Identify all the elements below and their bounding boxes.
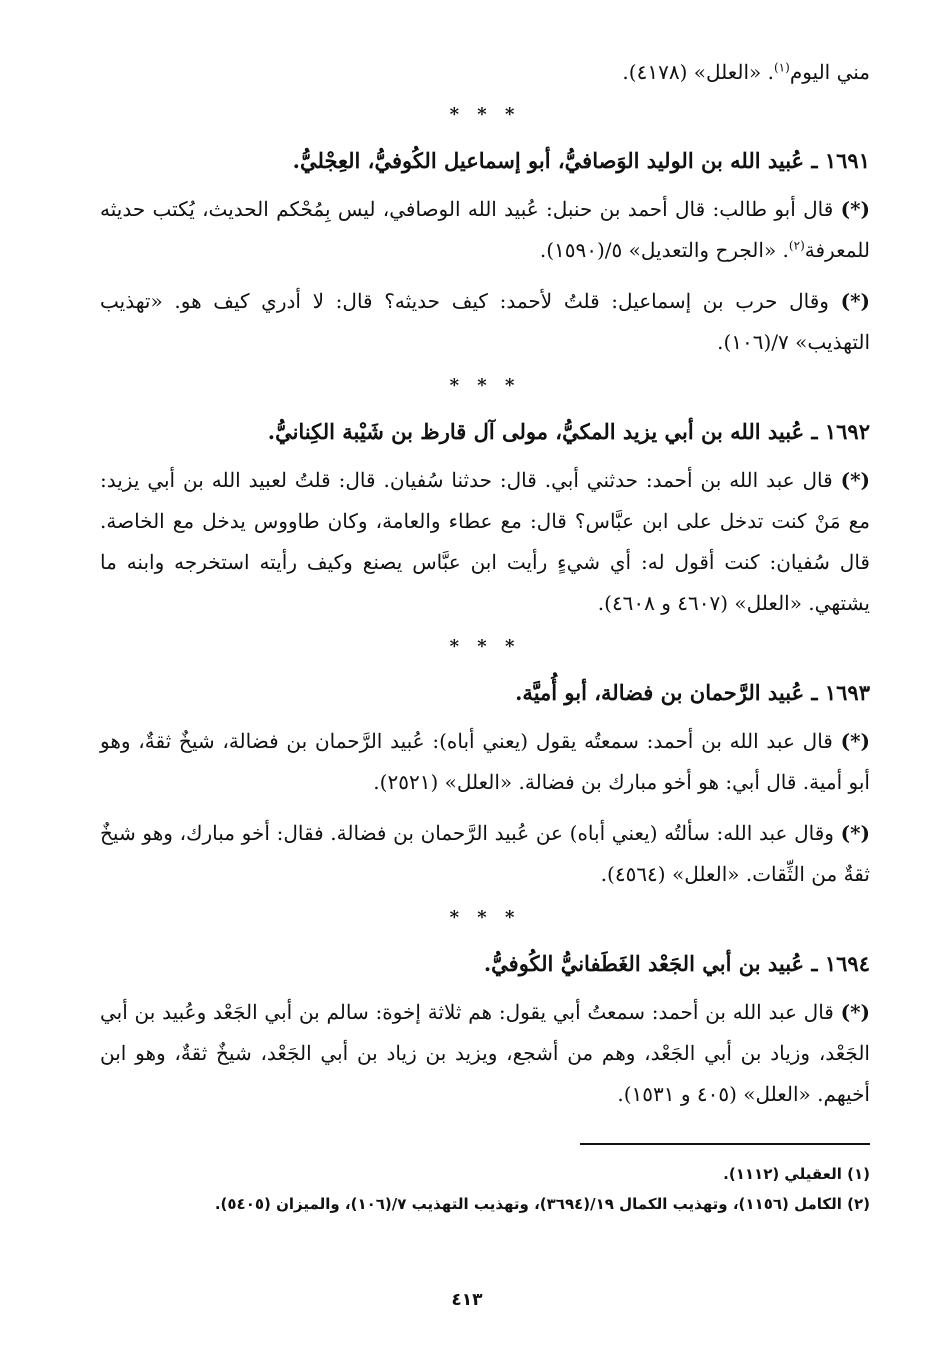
entry-paragraph (100, 460, 870, 624)
asterisk-mark: (*) (840, 1000, 870, 1024)
footnote-2: (٢) الكامل (١١٥٦)، وتهذيب الكمال ١٩/(٣٦٩٤)، وتهذيب التهذيب ٧/(١٠٦)، والميزان (٥٤٠٥). (214, 1195, 870, 1213)
section-separator: * * * (449, 907, 521, 928)
entry-1694 (100, 946, 870, 1115)
entry-paragraph (100, 721, 870, 803)
entry-paragraph (100, 813, 870, 895)
asterisk-mark: (*) (840, 289, 870, 313)
entry-title: ١٦٩٢ ـ عُبيد الله بن أبي يزيد المكيُّ، مولى آل قارظ بن شَيْبة الكِنانيُّ. (267, 419, 870, 444)
paragraph-text: وقال حرب بن إسماعيل: قلتُ لأحمد: كيف حديثه؟ قال: لا أدري كيف هو. «تهذيب التهذيب» ٧/(١٠٦). (100, 289, 870, 354)
entry-title: ١٦٩١ ـ عُبيد الله بن الوليد الوَصافيُّ، أبو إسماعيل الكُوفيُّ، العِجْليُّ. (292, 148, 870, 173)
paragraph-text: قال عبد الله بن أحمد: سمعتُ أبي يقول: هم ثلاثة إخوة: سالم بن أبي الجَعْد وعُبيد بن أبي الجَعْد، وزياد بن أبي الجَعْد، وهم من أشجع، ويزيد بن زياد بن أبي الجَعْد، شيخٌ ثقةٌ، وهو ابن أخيهم. «العلل» (٤٠٥ و ١٥٣١). (100, 1000, 870, 1106)
entry-title: ١٦٩٣ ـ عُبيد الرَّحمان بن فضالة، أبو أُميَّة. (515, 680, 870, 705)
entry-paragraph (100, 189, 870, 271)
continued-text-citation: . «العلل» (٤١٧٨). (622, 60, 774, 84)
entry-1691 (100, 143, 870, 363)
page-number: ٤١٣ (451, 1290, 483, 1310)
asterisk-mark: (*) (840, 821, 870, 845)
section-separator: * * * (449, 636, 521, 657)
footnote-ref[interactable]: (٢) (788, 238, 805, 253)
entry-title: ١٦٩٤ ـ عُبيد بن أبي الجَعْد الغَطَفانيُّ الكُوفيُّ. (483, 951, 870, 976)
paragraph-text: قال عبد الله بن أحمد: سمعتُه يقول (يعني أباه): عُبيد الرَّحمان بن فضالة، شيخٌ ثقةٌ، وهو أبو أمية. قال أبي: هو أخو مبارك بن فضالة. «العلل» (٢٥٢١). (100, 729, 870, 794)
footnote-divider (580, 1143, 870, 1145)
entry-1693 (100, 675, 870, 895)
section-separator: * * * (449, 375, 521, 396)
paragraph-text: قال أبو طالب: قال أحمد بن حنبل: عُبيد الله الوصافي، ليس بِمُحْكم الحديث، يُكتب حديثه للمعرفة (100, 197, 870, 262)
asterisk-mark: (*) (840, 729, 870, 753)
continued-text: مني اليوم (789, 60, 870, 84)
entry-paragraph (100, 992, 870, 1115)
footnote-ref[interactable]: (١) (773, 60, 790, 75)
footnote-1: (١) العقيلي (١١١٢). (723, 1165, 870, 1183)
continued-text-line (100, 52, 870, 92)
entry-paragraph (100, 281, 870, 363)
section-separator: * * * (449, 104, 521, 125)
book-page (100, 52, 870, 1219)
asterisk-mark: (*) (840, 197, 870, 221)
entry-1692 (100, 414, 870, 624)
asterisk-mark: (*) (840, 468, 870, 492)
paragraph-text: قال عبد الله بن أحمد: حدثني أبي. قال: حدثنا سُفيان. قال: قلتُ لعبيد الله بن أبي يزيد: مع مَنْ كنت تدخل على ابن عبَّاس؟ قال: مع عطاء والعامة، وكان طاووس يدخل مع الخاصة. قال سُفيان: كنت أقول له: أي شيءٍ رأيت ابن عبَّاس يصنع وكيف رأيته استخرجه وابنه ما يشتهي. «العلل» (٤٦٠٧ و ٤٦٠٨). (100, 468, 870, 615)
paragraph-citation: . «الجرح والتعديل» ٥/(١٥٩٠). (539, 238, 789, 262)
paragraph-text: وقال عبد الله: سألتُه (يعني أباه) عن عُبيد الرَّحمان بن فضالة. فقال: أخو مبارك، وهو شيخٌ ثقةٌ من الثِّقات. «العلل» (٤٥٦٤). (100, 821, 870, 886)
